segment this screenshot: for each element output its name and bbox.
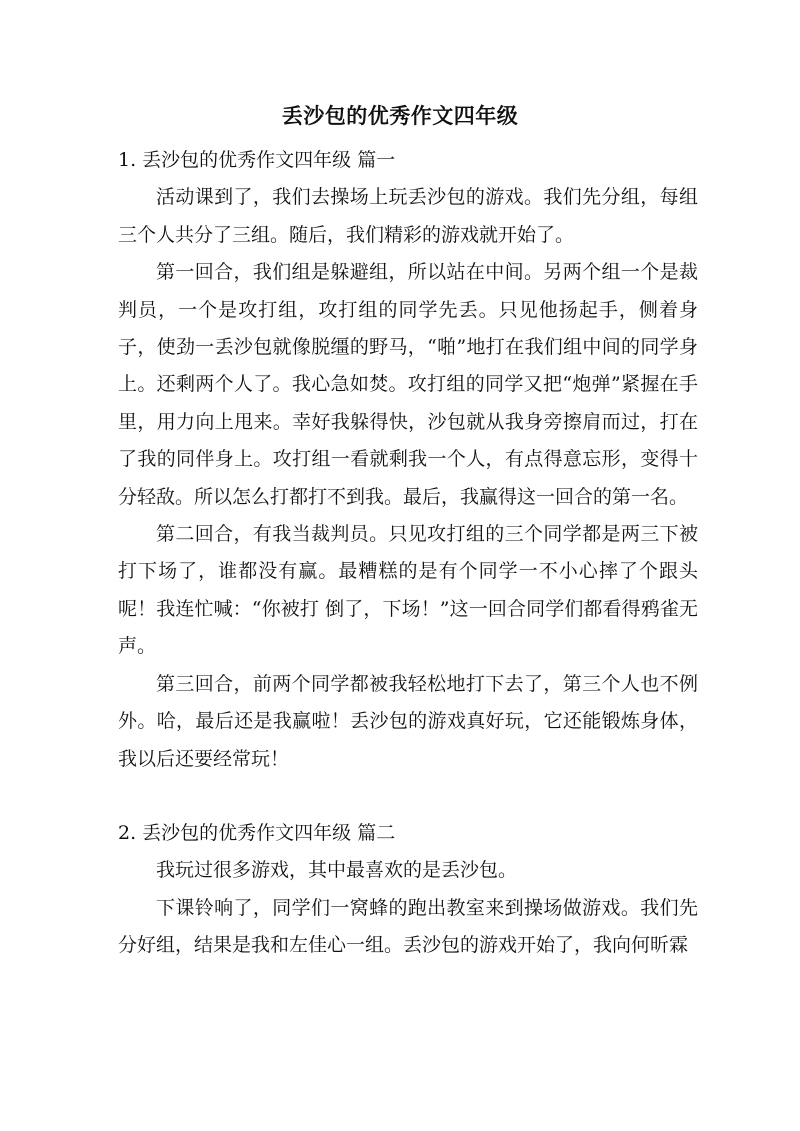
paragraph: 第一回合，我们组是躲避组，所以站在中间。另两个组一个是裁判员，一个是攻打组，攻打组的同学先丢。只见他扬起手，侧着身子，使劲一丢沙包就像脱缰的野马，“啪”地打在我们组中间的同学身上。还剩两个人了。我心急如焚。攻打组的同学又把“炮弹”紧握在手里，用力向上甩来。幸好我躲得快，沙包就从我身旁擦肩而过，打在了我的同伴身上。攻打组一看就剩我一个人，有点得意忘形，变得十分轻敌。所以怎么打都打不到我。最后，我赢得这一回合的第一名。 — [118, 261, 698, 508]
paragraph: 活动课到了，我们去操场上玩丢沙包的游戏。我们先分组，每组三个人共分了三组。随后，我们精彩的游戏就开始了。 — [118, 186, 698, 246]
document-title: 丢沙包的优秀作文四年级 — [281, 103, 519, 128]
paragraph: 第三回合，前两个同学都被我轻松地打下去了，第三个人也不例外。哈，最后还是我赢啦！丢沙包的游戏真好玩，它还能锻炼身体，我以后还要经常玩！ — [118, 672, 698, 770]
section-heading: 2. 丢沙包的优秀作文四年级 篇二 — [118, 821, 396, 844]
paragraph: 第二回合，有我当裁判员。只见攻打组的三个同学都是两三下被打下场了，谁都没有赢。最糟糕的是有个同学一不小心摔了个跟头呢！我连忙喊：“你被打 倒了，下场！”这一回合同学们都看得鸦雀无声。 — [118, 523, 698, 658]
section-1 — [118, 142, 698, 778]
section-2 — [118, 815, 698, 965]
section-heading: 1. 丢沙包的优秀作文四年级 篇一 — [118, 149, 396, 171]
paragraph: 下课铃响了，同学们一窝蜂的跑出教室来到操场做游戏。我们先分好组，结果是我和左佳心一组。丢沙包的游戏开始了，我向何昕霖 — [118, 896, 698, 957]
document-body — [118, 142, 698, 965]
section-spacer — [118, 778, 698, 815]
paragraph: 我玩过很多游戏，其中最喜欢的是丢沙包。 — [156, 859, 518, 882]
